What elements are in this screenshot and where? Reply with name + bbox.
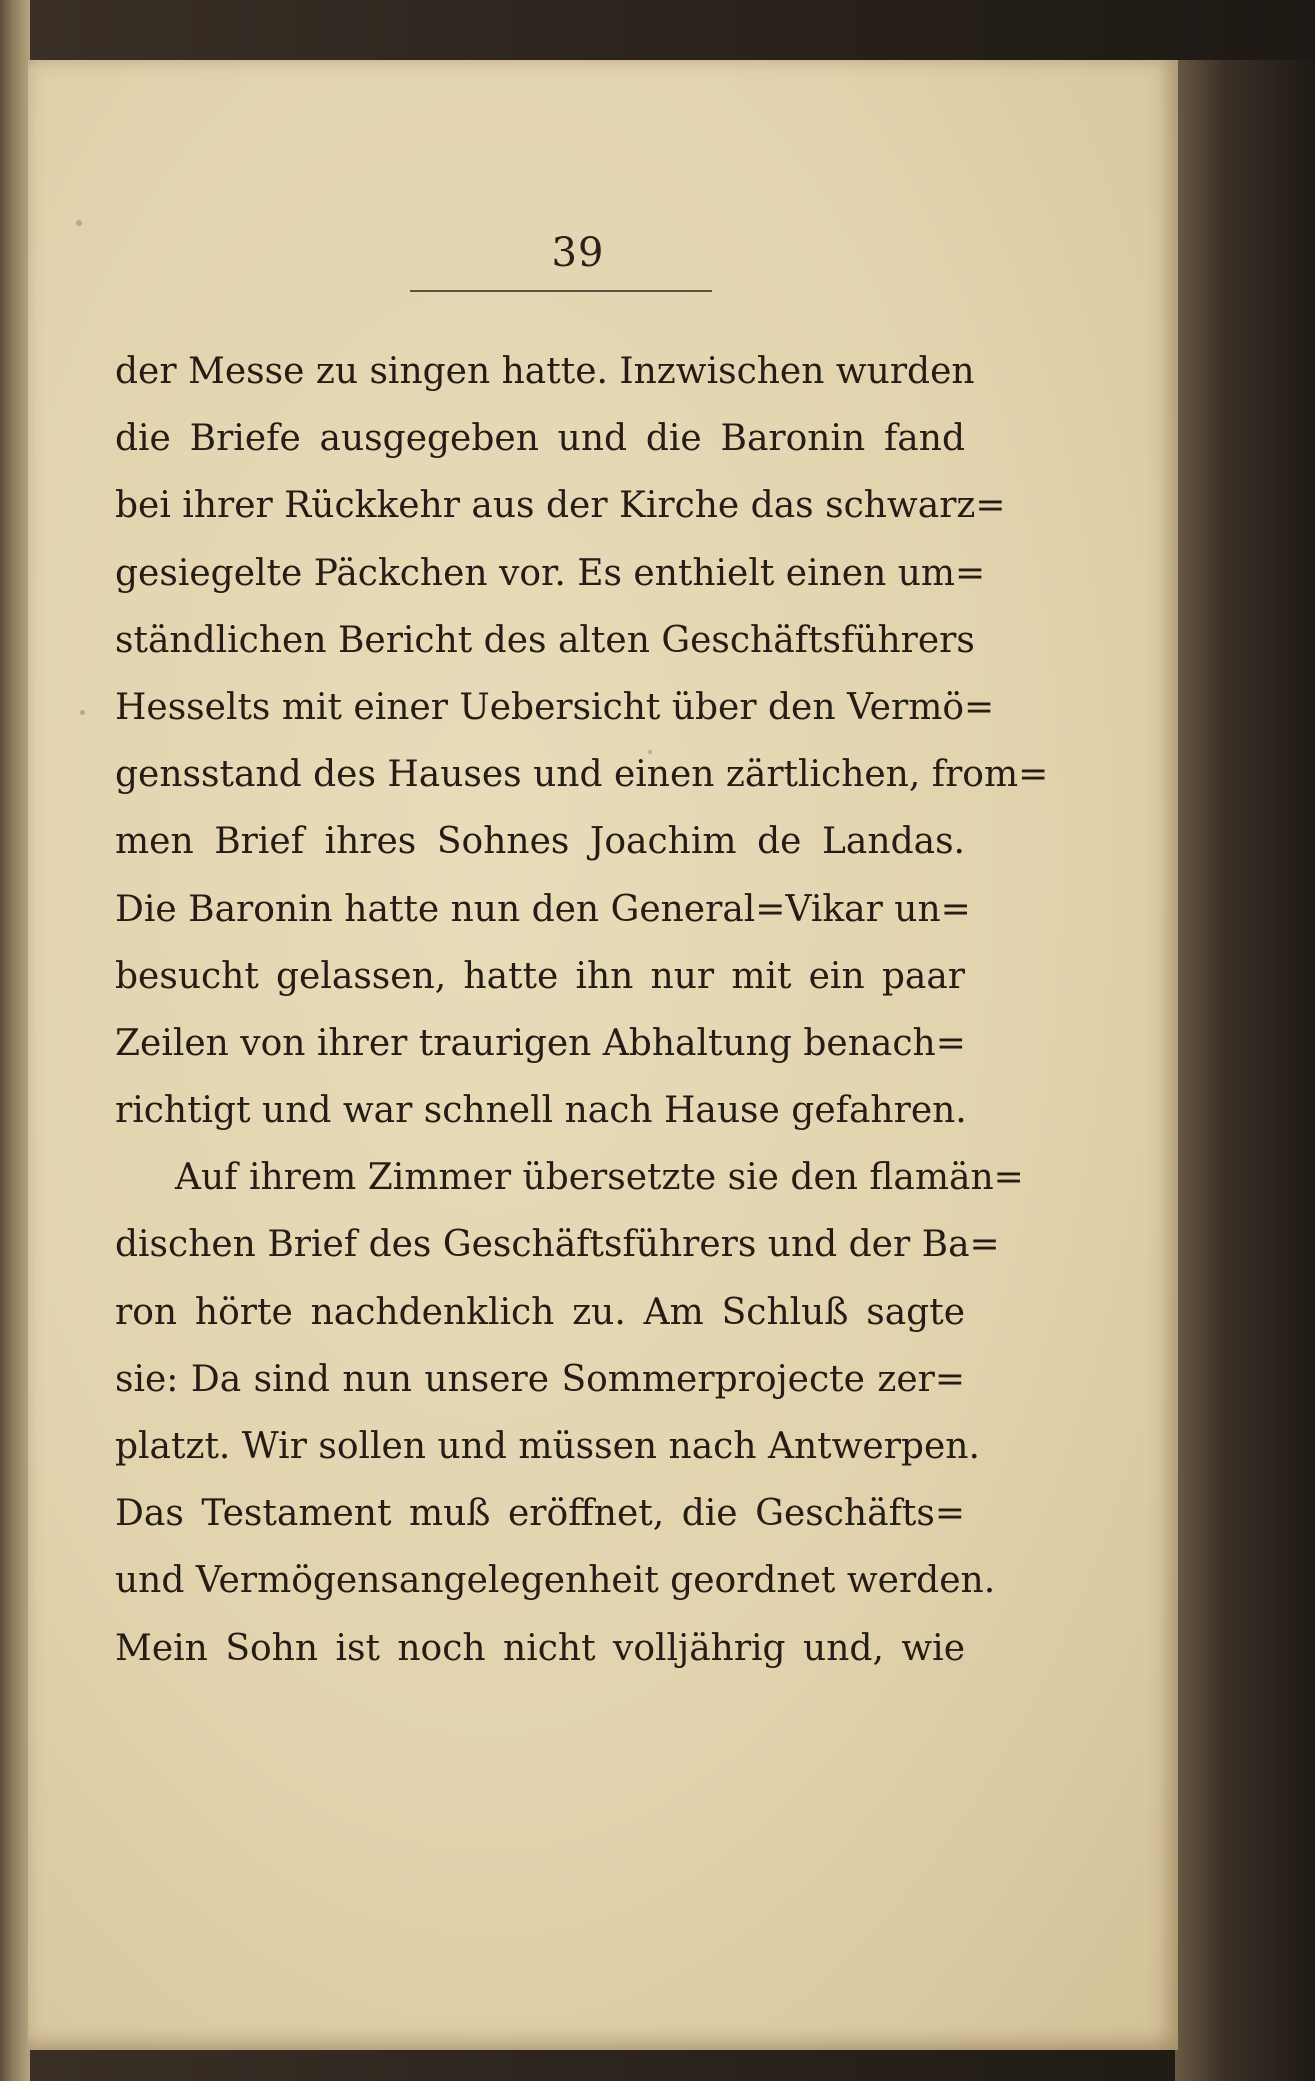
body-text: [115, 338, 1049, 1682]
text-line: ron hörte nachdenklich zu. Am Schluß sagte: [115, 1291, 965, 1333]
text-line: Auf ihrem Zimmer übersetzte sie den flamän=: [175, 1157, 1024, 1199]
text-line: platzt. Wir sollen und müssen nach Antwerpen.: [115, 1426, 980, 1467]
text-line: der Messe zu singen hatte. Inzwischen wurden: [115, 351, 975, 392]
paper-speck: [76, 220, 82, 226]
text-line: gensstand des Hauses und einen zärtlichen, from=: [115, 754, 1049, 796]
text-line: ständlichen Bericht des alten Geschäftsführers: [115, 619, 975, 661]
text-line: Zeilen von ihrer traurigen Abhaltung benach=: [115, 1022, 966, 1064]
text-line: men Brief ihres Sohnes Joachim de Landas.: [115, 821, 965, 863]
text-line: die Briefe ausgegeben und die Baronin fand: [115, 418, 965, 460]
previous-page-edge: [0, 0, 30, 2081]
text-line: und Vermögensangelegenheit geordnet werden.: [115, 1560, 996, 1602]
paragraph-1: [115, 338, 1049, 1144]
text-line: Das Testament muß eröffnet, die Geschäfts=: [115, 1493, 965, 1535]
paper-speck: [80, 710, 85, 715]
header-rule: [410, 290, 712, 292]
text-line: gesiegelte Päckchen vor. Es enthielt einen um=: [115, 552, 986, 594]
book-cover-edge: [1175, 60, 1315, 2081]
text-line: sie: Da sind nun unsere Sommerprojecte zer=: [115, 1358, 965, 1400]
text-line: Mein Sohn ist noch nicht volljährig und, wie: [115, 1627, 965, 1669]
text-line: dischen Brief des Geschäftsführers und der Ba=: [115, 1224, 1000, 1266]
text-line: besucht gelassen, hatte ihn nur mit ein paar: [115, 955, 965, 997]
paragraph-2: [115, 1144, 1024, 1682]
text-line: Hesselts mit einer Uebersicht über den Vermö=: [115, 686, 995, 728]
text-line: Die Baronin hatte nun den General=Vikar un=: [115, 888, 971, 930]
text-line: richtigt und war schnell nach Hause gefahren.: [115, 1090, 967, 1132]
page-number: 39: [551, 230, 605, 276]
text-line: bei ihrer Rückkehr aus der Kirche das schwarz=: [115, 485, 1006, 527]
